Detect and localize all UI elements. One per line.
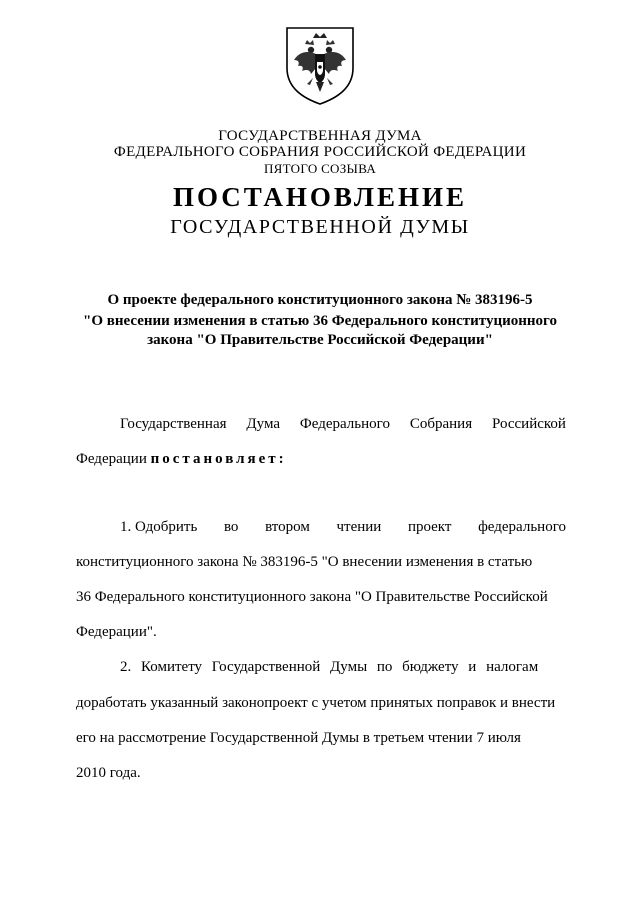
- preamble-word: Дума: [246, 416, 281, 432]
- item1-word: чтении: [336, 519, 382, 535]
- subject-line-2: "О внесении изменения в статью 36 Федерального конституционного: [83, 313, 557, 329]
- coat-of-arms-emblem: [283, 24, 357, 106]
- item2-line-3: его на рассмотрение Государственной Думы в третьем чтении 7 июля: [76, 730, 521, 746]
- item1-line-1: [76, 518, 566, 536]
- item1-line-3: 36 Федерального конституционного закона "О Правительстве Российской: [76, 589, 548, 605]
- item1-word: проект: [407, 519, 452, 535]
- item1-line-2: конституционного закона № 383196-5 "О внесении изменения в статью: [76, 554, 533, 570]
- resolves-word: постановляет:: [150, 451, 287, 467]
- subject-line-1: О проекте федерального конституционного закона № 383196-5: [107, 292, 533, 308]
- item1-word: втором: [265, 519, 310, 535]
- item2-line-1: 2. Комитету Государственной Думы по бюджету и налогам: [120, 659, 539, 675]
- preamble-word: Российской: [492, 416, 566, 432]
- issuer-line-1: ГОСУДАРСТВЕННАЯ ДУМА: [218, 128, 422, 144]
- preamble-word: Государственная: [120, 416, 227, 432]
- item1-word: 1. Одобрить: [120, 519, 198, 535]
- subject-line-3: закона "О Правительстве Российской Федерации": [147, 332, 493, 348]
- preamble-line-2: [76, 450, 566, 468]
- item2-line-2: доработать указанный законопроект с учетом принятых поправок и внести: [76, 695, 556, 711]
- document-subtitle: ГОСУДАРСТВЕННОЙ ДУМЫ: [170, 216, 470, 238]
- item1-word: федерального: [478, 519, 566, 535]
- preamble-line-1: [76, 415, 566, 433]
- document-title: ПОСТАНОВЛЕНИЕ: [172, 182, 468, 212]
- issuer-line-2: ФЕДЕРАЛЬНОГО СОБРАНИЯ РОССИЙСКОЙ ФЕДЕРАЦИИ: [113, 144, 527, 160]
- preamble-word: Федерального: [299, 416, 390, 432]
- item1-line-4: Федерации".: [76, 624, 157, 640]
- issuer-line-3: ПЯТОГО СОЗЫВА: [263, 161, 377, 176]
- preamble-word: Собрания: [409, 416, 473, 432]
- item2-line-4: 2010 года.: [76, 765, 141, 781]
- preamble-word: Федерации: [76, 451, 147, 467]
- item1-word: во: [223, 519, 239, 535]
